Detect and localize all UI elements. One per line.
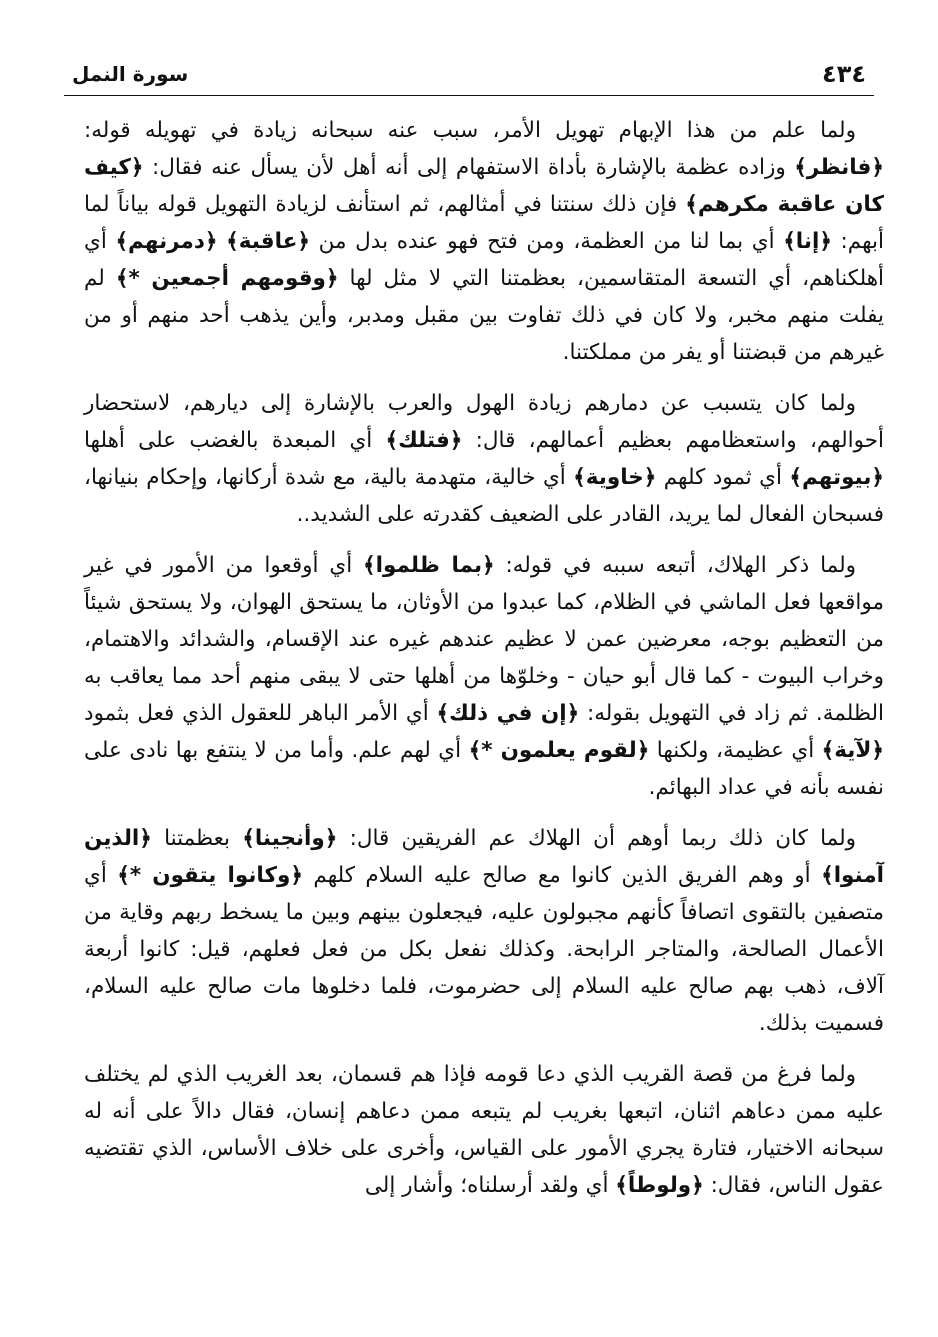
commentary-text: أي عظيمة، ولكنها: [649, 738, 822, 763]
commentary-text: ولما فرغ من قصة القريب الذي دعا قومه فإذا هم قسمان، بعد الغريب الذي لم يختلف عليه ممن دعاهم اثنان، اتبعها بغريب لم يتبعه ممن دعاهم إنسان، فقال دالاً على أنه له سبحانه الاختيار، فتارة يجري الأمور على القياس، وأخرى على خلاف الأساس، الذي تقتضيه عقول الناس، فقال:: [84, 1062, 884, 1198]
commentary-text: أي بما لنا من العظمة، ومن فتح فهو عنده بدل من: [310, 229, 784, 254]
commentary-text: أي المبعدة بالغضب على أهلها: [84, 428, 386, 453]
quran-quote: ﴿ولوطاً﴾: [615, 1173, 704, 1198]
paragraph: [84, 385, 884, 533]
commentary-text: وزاده عظمة بالإشارة بأداة الاستفهام إلى أنه أهل لأن يسأل عنه فقال:: [143, 155, 795, 180]
running-title: سورة النمل: [72, 62, 189, 86]
commentary-text: أو وهم الفريق الذين كانوا مع صالح عليه السلام كلهم: [302, 863, 822, 888]
commentary-text: أي الأمر الباهر للعقول الذي فعل بثمود: [84, 701, 437, 726]
commentary-text: بعظمتنا: [151, 826, 243, 851]
quran-quote: ﴿دمرنهم﴾: [115, 229, 218, 254]
commentary-text: أي متصفين بالتقوى اتصافاً كأنهم مجبولون عليه، فيجعلون بينهم وبين ما يسخط ربهم وقاية من الأعمال الصالحة، والمتاجر الرابحة. وكذلك نفعل بكل من فعل فعلهم، قيل: كانوا أربعة آلاف، ذهب بهم صالح عليه السلام إلى حضرموت، فلما دخلوها مات صالح عليه السلام، فسميت بذلك.: [84, 863, 884, 1036]
paragraph: [84, 820, 884, 1042]
quran-quote: ﴿لآية﴾: [821, 738, 884, 763]
quran-quote: ﴿فتلك﴾: [385, 428, 463, 453]
quran-quote: ﴿وكانوا يتقون *﴾: [117, 863, 303, 888]
commentary-text: أي لهم علم. وأما من لا ينتفع بها نادى على نفسه بأنه في عداد البهائم.: [84, 738, 884, 800]
quran-quote: ﴿إنا﴾: [783, 229, 832, 254]
quran-quote: ﴿لقوم يعلمون *﴾: [468, 738, 650, 763]
commentary-text: أي خالية، متهدمة بالية، مع شدة أركانها، وإحكام بنيانها، فسبحان الفعال لما يريد، القادر على الضعيف كقدرته على الشديد..: [84, 465, 884, 527]
quran-quote: ﴿وقومهم أجمعين *﴾: [115, 266, 339, 291]
paragraph: [84, 1056, 884, 1204]
commentary-text: ولما علم من هذا الإبهام تهويل الأمر، سبب عنه سبحانه زيادة في تهويله قوله:: [84, 118, 856, 143]
paragraph: [84, 112, 884, 371]
commentary-text: فإن ذلك سنتنا في أمثالهم، ثم استأنف لزيادة التهويل قوله بياناً لما أبهم:: [84, 192, 884, 254]
quran-quote: ﴿بما ظلموا﴾: [363, 553, 495, 578]
quran-quote: ﴿فانظر﴾: [794, 155, 884, 180]
page-number: ٤٣٤: [822, 60, 866, 88]
quran-quote: ﴿خاوية﴾: [573, 465, 657, 490]
quran-quote: ﴿عاقبة﴾: [226, 229, 310, 254]
quran-quote: ﴿كيف كان عاقبة مكرهم﴾: [84, 155, 884, 217]
header-rule: [64, 95, 874, 96]
commentary-text: أي ثمود كلهم: [656, 465, 790, 490]
quran-quote: ﴿الذين آمنوا﴾: [84, 826, 884, 888]
quran-quote: ﴿وأنجينا﴾: [242, 826, 338, 851]
commentary-text: أي أهلكناهم، أي التسعة المتقاسمين، بعظمتنا التي لا مثل لها: [84, 229, 885, 291]
commentary-text: لم يفلت منهم مخبر، ولا كان في ذلك تفاوت بين مقبل ومدبر، وأين يذهب أحد منهم أو من غيرهم من قبضتنا أو يفر من مملكتنا.: [84, 266, 884, 365]
commentary-text: [218, 229, 227, 254]
commentary-text: أي أوقعوا من الأمور في غير مواقعها فعل الماشي في الظلام، كما عبدوا من الأوثان، ما يستحق الهوان، ولا يستحق شيئاً من التعظيم بوجه، معرضين عمن لا عظيم عندهم غيره عند الإقسام، والشدائد والاهتمام، وخراب البيوت - كما قال أبو حيان - وخلوّها من أهلها حتى لا يبقى منهم أحد مما يعاقب به الظلمة. ثم زاد في التهويل بقوله:: [84, 553, 884, 726]
paragraph: [84, 547, 884, 806]
quran-quote: ﴿بيوتهم﴾: [789, 465, 884, 490]
commentary-text: ولما كان ذلك ربما أوهم أن الهلاك عم الفريقين قال:: [337, 826, 857, 851]
page-header: [64, 56, 874, 96]
body-text: [84, 112, 884, 1218]
commentary-text: ولما كان يتسبب عن دمارهم زيادة الهول والعرب بالإشارة إلى ديارهم، لاستحضار أحوالهم، واستعظامهم بعظيم أعمالهم، قال:: [84, 391, 884, 453]
commentary-text: أي ولقد أرسلناه؛ وأشار إلى: [364, 1173, 616, 1198]
commentary-text: ولما ذكر الهلاك، أتبعه سببه في قوله:: [494, 553, 857, 578]
quran-quote: ﴿إن في ذلك﴾: [436, 701, 580, 726]
